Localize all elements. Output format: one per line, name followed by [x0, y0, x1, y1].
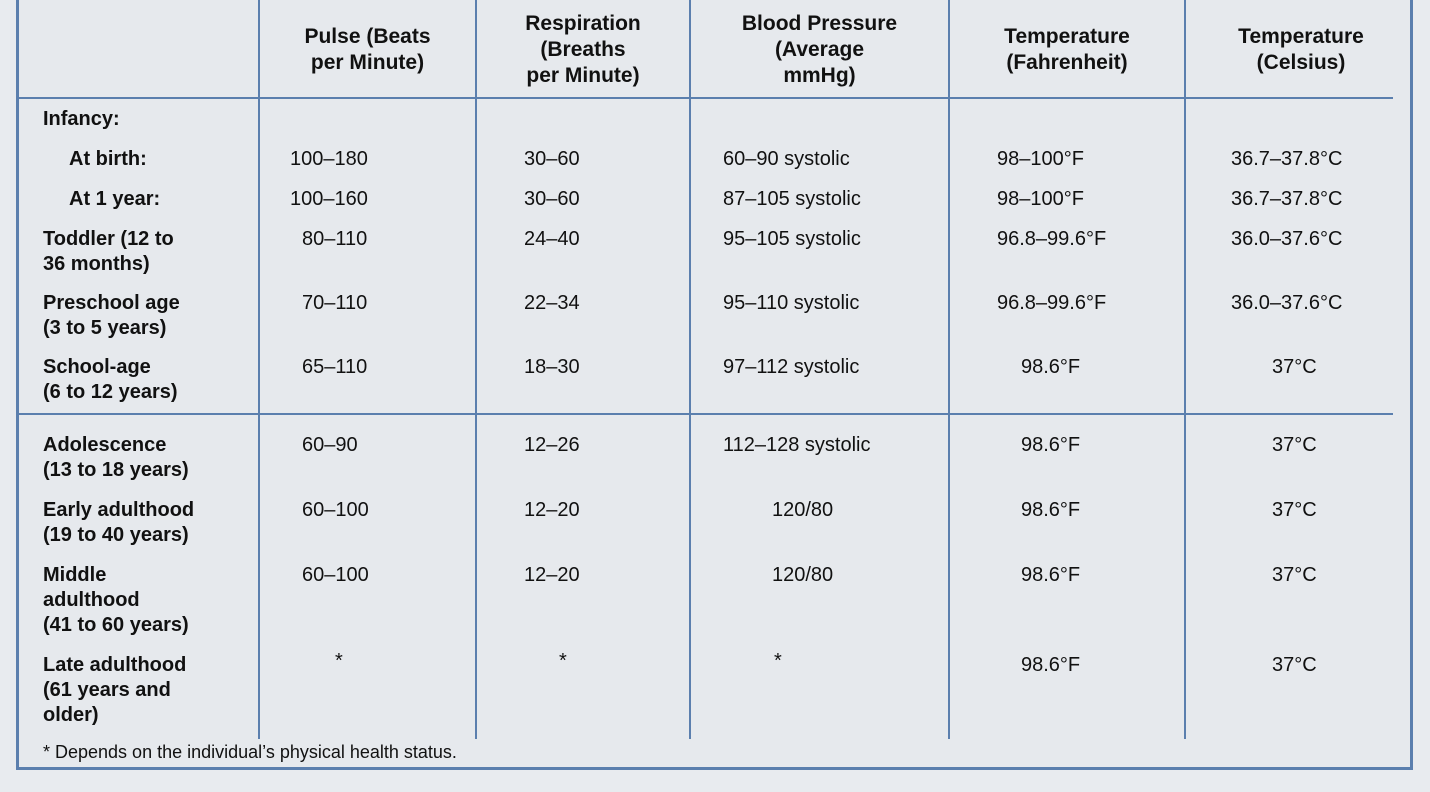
row-label-late-adulthood: Late adulthood (61 years and older)	[43, 654, 187, 726]
table-cell: 37°C	[1272, 356, 1317, 378]
vital-signs-table	[16, 0, 1413, 770]
table-cell: 60–90	[302, 434, 358, 456]
row-label-infancy: Infancy:	[43, 108, 120, 130]
table-cell: 95–105 systolic	[723, 228, 861, 250]
table-cell: 37°C	[1272, 499, 1317, 521]
table-cell: 96.8–99.6°F	[997, 292, 1107, 314]
table-cell: 37°C	[1272, 564, 1317, 586]
table-cell: 30–60	[524, 148, 580, 170]
table-cell: 112–128 systolic	[723, 434, 871, 456]
row-label-school-age: School-age (6 to 12 years)	[43, 356, 178, 403]
row-label-preschool: Preschool age (3 to 5 years)	[43, 292, 180, 339]
row-label-middle-adulthood: Middle adulthood (41 to 60 years)	[43, 564, 189, 636]
row-label-adolescence: Adolescence (13 to 18 years)	[43, 434, 189, 481]
header-divider	[19, 97, 1393, 99]
table-cell: 30–60	[524, 188, 580, 210]
column-header-blood-pressure: Blood Pressure (Average mmHg)	[741, 12, 898, 87]
table-footnote: * Depends on the individual’s physical health status.	[43, 742, 457, 762]
table-cell: 98.6°F	[1021, 356, 1081, 378]
row-label-toddler: Toddler (12 to 36 months)	[43, 228, 174, 275]
table-cell: 120/80	[772, 499, 834, 521]
column-header-respiration: Respiration (Breaths per Minute)	[525, 12, 641, 87]
column-divider	[1184, 0, 1186, 739]
table-cell: 24–40	[524, 228, 580, 250]
table-cell: 60–90 systolic	[723, 148, 850, 170]
table-cell: *	[774, 650, 782, 672]
table-cell: 70–110	[302, 292, 368, 314]
section-divider	[19, 413, 1393, 415]
table-cell: 36.0–37.6°C	[1231, 228, 1343, 250]
table-cell: 22–34	[524, 292, 580, 314]
table-cell: 36.7–37.8°C	[1231, 188, 1343, 210]
column-divider	[948, 0, 950, 739]
table-cell: 37°C	[1272, 654, 1317, 676]
table-cell: *	[559, 650, 567, 672]
table-cell: 100–180	[290, 148, 368, 170]
row-label-at-1-year: At 1 year:	[69, 188, 161, 210]
row-label-at-birth: At birth:	[69, 148, 147, 170]
table-cell: 97–112 systolic	[723, 356, 860, 378]
table-cell: 98.6°F	[1021, 654, 1081, 676]
table-cell: 36.7–37.8°C	[1231, 148, 1343, 170]
table-cell: *	[335, 650, 343, 672]
table-cell: 98–100°F	[997, 188, 1084, 210]
column-header-temp-fahrenheit: Temperature (Fahrenheit)	[1004, 25, 1130, 74]
table-cell: 37°C	[1272, 434, 1317, 456]
table-cell: 18–30	[524, 356, 580, 378]
table-cell: 12–26	[524, 434, 580, 456]
column-divider	[689, 0, 691, 739]
table-cell: 60–100	[302, 564, 369, 586]
table-cell: 87–105 systolic	[723, 188, 861, 210]
row-label-early-adulthood: Early adulthood (19 to 40 years)	[43, 499, 195, 546]
table-cell: 60–100	[302, 499, 369, 521]
table-cell: 98.6°F	[1021, 499, 1081, 521]
column-divider	[258, 0, 260, 739]
table-cell: 12–20	[524, 564, 580, 586]
table-cell: 12–20	[524, 499, 580, 521]
column-divider	[475, 0, 477, 739]
column-header-pulse: Pulse (Beats per Minute)	[304, 25, 431, 74]
table-cell: 96.8–99.6°F	[997, 228, 1107, 250]
table-cell: 120/80	[772, 564, 834, 586]
table-cell: 65–110	[302, 356, 368, 378]
table-cell: 95–110 systolic	[723, 292, 860, 314]
table-cell: 98.6°F	[1021, 434, 1081, 456]
table-cell: 36.0–37.6°C	[1231, 292, 1343, 314]
column-header-temp-celsius: Temperature (Celsius)	[1238, 25, 1364, 74]
table-cell: 80–110	[302, 228, 368, 250]
table-cell: 100–160	[290, 188, 368, 210]
table-cell: 98.6°F	[1021, 564, 1081, 586]
table-cell: 98–100°F	[997, 148, 1084, 170]
